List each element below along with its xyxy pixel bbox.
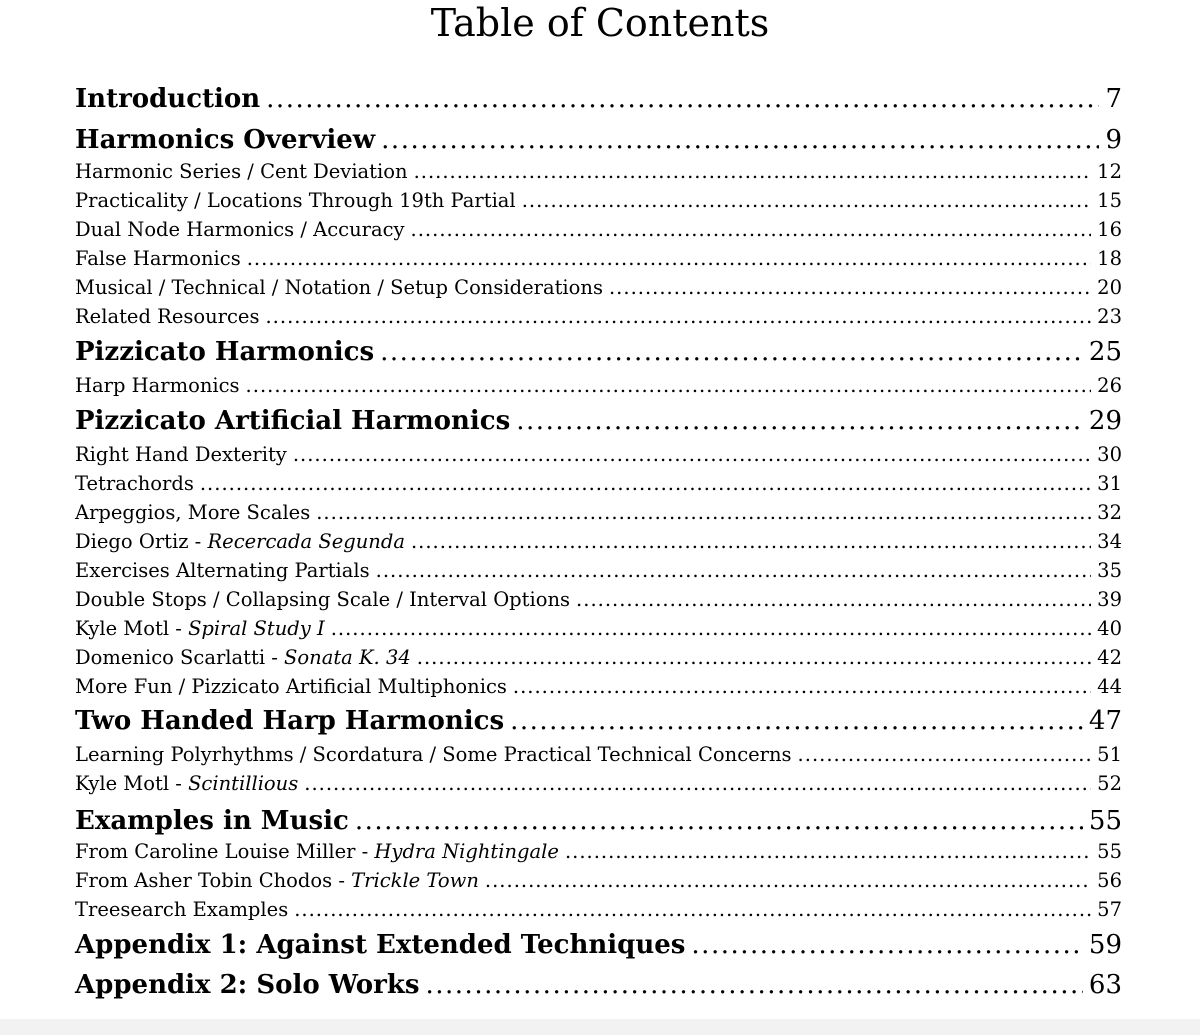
toc-page-number: 42 <box>1097 646 1122 669</box>
toc-page-number: 57 <box>1097 898 1122 921</box>
toc-subsection-entry[interactable] <box>75 588 1122 614</box>
dot-leader <box>411 218 1092 241</box>
toc-page-number: 16 <box>1097 218 1122 241</box>
toc-entry-label: Kyle Motl - <box>75 772 189 795</box>
dot-leader <box>293 443 1091 466</box>
toc-entry-label: Pizzicato Harmonics <box>75 337 375 367</box>
toc-entry-work-title: Hydra Nightingale <box>374 840 559 863</box>
toc-entry-label: Right Hand Dexterity <box>75 443 287 466</box>
toc-entry-label: Domenico Scarlatti - <box>75 646 285 669</box>
toc-page-number: 12 <box>1097 160 1122 183</box>
toc-subsection-entry[interactable] <box>75 189 1122 215</box>
toc-entry-title <box>75 869 479 892</box>
toc-entry-title <box>75 898 288 921</box>
toc-entry-title <box>75 588 570 611</box>
toc-page-number: 26 <box>1097 374 1122 397</box>
toc-entry-title <box>75 247 241 270</box>
toc-page-number: 23 <box>1097 305 1122 328</box>
toc-entry-label: Pizzicato Artificial Harmonics <box>75 406 511 436</box>
dot-leader <box>513 675 1091 698</box>
dot-leader <box>246 374 1092 397</box>
dot-leader <box>316 501 1091 524</box>
toc-page-number: 34 <box>1097 530 1122 553</box>
toc-page-number: 63 <box>1088 970 1122 1000</box>
dot-leader <box>798 743 1092 766</box>
toc-page-number: 20 <box>1097 276 1122 299</box>
toc-entry-title <box>75 840 559 863</box>
toc-page-number: 7 <box>1105 84 1122 114</box>
toc-page-number: 39 <box>1097 588 1122 611</box>
toc-subsection-entry[interactable] <box>75 530 1122 556</box>
dot-leader <box>691 930 1082 960</box>
toc-entry-title <box>75 125 375 155</box>
toc-entry-title <box>75 305 259 328</box>
toc-entry-label: False Harmonics <box>75 247 241 270</box>
toc-entry-title <box>75 160 408 183</box>
toc-entry-title <box>75 406 510 436</box>
toc-entry-label: Exercises Alternating Partials <box>75 559 370 582</box>
toc-subsection-entry[interactable] <box>75 218 1122 244</box>
toc-subsection-entry[interactable] <box>75 472 1122 498</box>
toc-entry-title <box>75 617 325 640</box>
toc-page-number: 47 <box>1088 706 1122 736</box>
dot-leader <box>247 247 1091 270</box>
toc-subsection-entry[interactable] <box>75 646 1122 672</box>
toc-page-number: 32 <box>1097 501 1122 524</box>
dot-leader <box>414 160 1092 183</box>
toc-entry-label: Treesearch Examples <box>75 898 289 921</box>
toc-entry-label: Kyle Motl - <box>75 617 189 640</box>
toc-entry-title <box>75 501 310 524</box>
toc-page-number: 44 <box>1097 675 1122 698</box>
dot-leader <box>417 646 1091 669</box>
toc-subsection-entry[interactable] <box>75 559 1122 585</box>
toc-entry-label: Related Resources <box>75 305 260 328</box>
toc-entry-title <box>75 84 260 114</box>
toc-entry-title <box>75 374 240 397</box>
toc-entry-label: From Asher Tobin Chodos - <box>75 869 352 892</box>
toc-page-number: 25 <box>1088 337 1122 367</box>
toc-entry-label: Harmonics Overview <box>75 125 376 155</box>
toc-entry-work-title: Sonata K. 34 <box>284 646 411 669</box>
dot-leader <box>376 559 1092 582</box>
toc-entry-title <box>75 443 287 466</box>
toc-entry-label: Learning Polyrhythms / Scordatura / Some Practical Technical Concerns <box>75 743 792 766</box>
toc-subsection-entry[interactable] <box>75 617 1122 643</box>
toc-entry-work-title: Scintillious <box>188 772 299 795</box>
toc-entry-label: Musical / Technical / Notation / Setup Considerations <box>75 276 603 299</box>
toc-section-entry[interactable] <box>75 706 1122 738</box>
dot-leader <box>426 970 1083 1000</box>
toc-entry-label: Arpeggios, More Scales <box>75 501 311 524</box>
toc-subsection-entry[interactable] <box>75 772 1122 798</box>
dot-leader <box>510 706 1083 736</box>
dot-leader <box>522 189 1091 212</box>
toc-entry-work-title: Recercada Segunda <box>207 530 405 553</box>
toc-entry-label: Harp Harmonics <box>75 374 240 397</box>
toc-page-number: 31 <box>1097 472 1122 495</box>
toc-entry-title <box>75 706 504 736</box>
table-of-contents <box>75 0 1122 1035</box>
dot-leader <box>485 869 1091 892</box>
dot-leader <box>294 898 1091 921</box>
toc-page-number: 35 <box>1097 559 1122 582</box>
toc-section-entry[interactable] <box>75 930 1122 962</box>
dot-leader <box>200 472 1091 495</box>
toc-entry-title <box>75 772 298 795</box>
toc-subsection-entry[interactable] <box>75 305 1122 331</box>
toc-section-entry[interactable] <box>75 806 1122 838</box>
toc-entry-title <box>75 337 374 367</box>
dot-leader <box>411 530 1091 553</box>
toc-section-entry[interactable] <box>75 125 1122 157</box>
toc-entry-label: Diego Ortiz - <box>75 530 208 553</box>
toc-subsection-entry[interactable] <box>75 247 1122 273</box>
toc-entry-label: Appendix 1: Against Extended Techniques <box>75 930 686 960</box>
toc-entry-title <box>75 970 420 1000</box>
toc-entry-title <box>75 675 507 698</box>
toc-entry-label: Examples in Music <box>75 806 349 836</box>
toc-page-number: 40 <box>1097 617 1122 640</box>
toc-page-number: 29 <box>1088 406 1122 436</box>
toc-page-number: 55 <box>1097 840 1122 863</box>
toc-page-number: 59 <box>1088 930 1122 960</box>
toc-entry-work-title: Trickle Town <box>351 869 479 892</box>
dot-leader <box>381 125 1099 155</box>
toc-entry-label: Introduction <box>75 84 261 114</box>
toc-entry-label: Appendix 2: Solo Works <box>75 970 420 1000</box>
dot-leader <box>304 772 1091 795</box>
toc-subsection-entry[interactable] <box>75 276 1122 302</box>
dot-leader <box>609 276 1091 299</box>
dot-leader <box>516 406 1083 436</box>
toc-subsection-entry[interactable] <box>75 443 1122 469</box>
page-bottom-edge <box>0 1019 1200 1035</box>
toc-entry-label: Dual Node Harmonics / Accuracy <box>75 218 405 241</box>
toc-page-number: 18 <box>1097 247 1122 270</box>
toc-page-number: 30 <box>1097 443 1122 466</box>
toc-entry-label: Practicality / Locations Through 19th Partial <box>75 189 516 212</box>
toc-section-entry[interactable] <box>75 970 1122 1002</box>
toc-entry-title <box>75 189 516 212</box>
toc-subsection-entry[interactable] <box>75 501 1122 527</box>
toc-section-entry[interactable] <box>75 337 1122 369</box>
toc-subsection-entry[interactable] <box>75 675 1122 701</box>
toc-page-number: 51 <box>1097 743 1122 766</box>
dot-leader <box>265 305 1091 328</box>
dot-leader <box>331 617 1091 640</box>
toc-entry-title <box>75 530 405 553</box>
toc-entry-title <box>75 646 411 669</box>
toc-subsection-entry[interactable] <box>75 898 1122 924</box>
toc-entry-work-title: Spiral Study I <box>188 617 325 640</box>
dot-leader <box>576 588 1091 611</box>
page-title: Table of Contents <box>430 1 770 45</box>
dot-leader <box>380 337 1083 367</box>
toc-entry-label: Harmonic Series / Cent Deviation <box>75 160 408 183</box>
toc-entry-title <box>75 743 792 766</box>
toc-entry-label: Two Handed Harp Harmonics <box>75 706 505 736</box>
toc-subsection-entry[interactable] <box>75 160 1122 186</box>
toc-page-number: 9 <box>1105 125 1122 155</box>
toc-subsection-entry[interactable] <box>75 869 1122 895</box>
dot-leader <box>355 806 1083 836</box>
toc-subsection-entry[interactable] <box>75 374 1122 400</box>
toc-entry-label: Tetrachords <box>75 472 194 495</box>
toc-section-entry[interactable] <box>75 406 1122 438</box>
toc-entry-title <box>75 930 685 960</box>
toc-page-number: 55 <box>1088 806 1122 836</box>
toc-page-number: 15 <box>1097 189 1122 212</box>
toc-entry-label: Double Stops / Collapsing Scale / Interval Options <box>75 588 571 611</box>
dot-leader <box>565 840 1091 863</box>
toc-entry-title <box>75 559 370 582</box>
toc-entry-title <box>75 276 603 299</box>
toc-entry-title <box>75 218 405 241</box>
toc-subsection-entry[interactable] <box>75 840 1122 866</box>
dot-leader <box>266 84 1099 114</box>
toc-page-number: 52 <box>1097 772 1122 795</box>
toc-section-entry[interactable] <box>75 84 1122 116</box>
toc-entry-title <box>75 806 349 836</box>
toc-entry-label: More Fun / Pizzicato Artificial Multiphonics <box>75 675 507 698</box>
toc-page-number: 56 <box>1097 869 1122 892</box>
toc-entry-title <box>75 472 194 495</box>
toc-subsection-entry[interactable] <box>75 743 1122 769</box>
toc-entry-label: From Caroline Louise Miller - <box>75 840 375 863</box>
